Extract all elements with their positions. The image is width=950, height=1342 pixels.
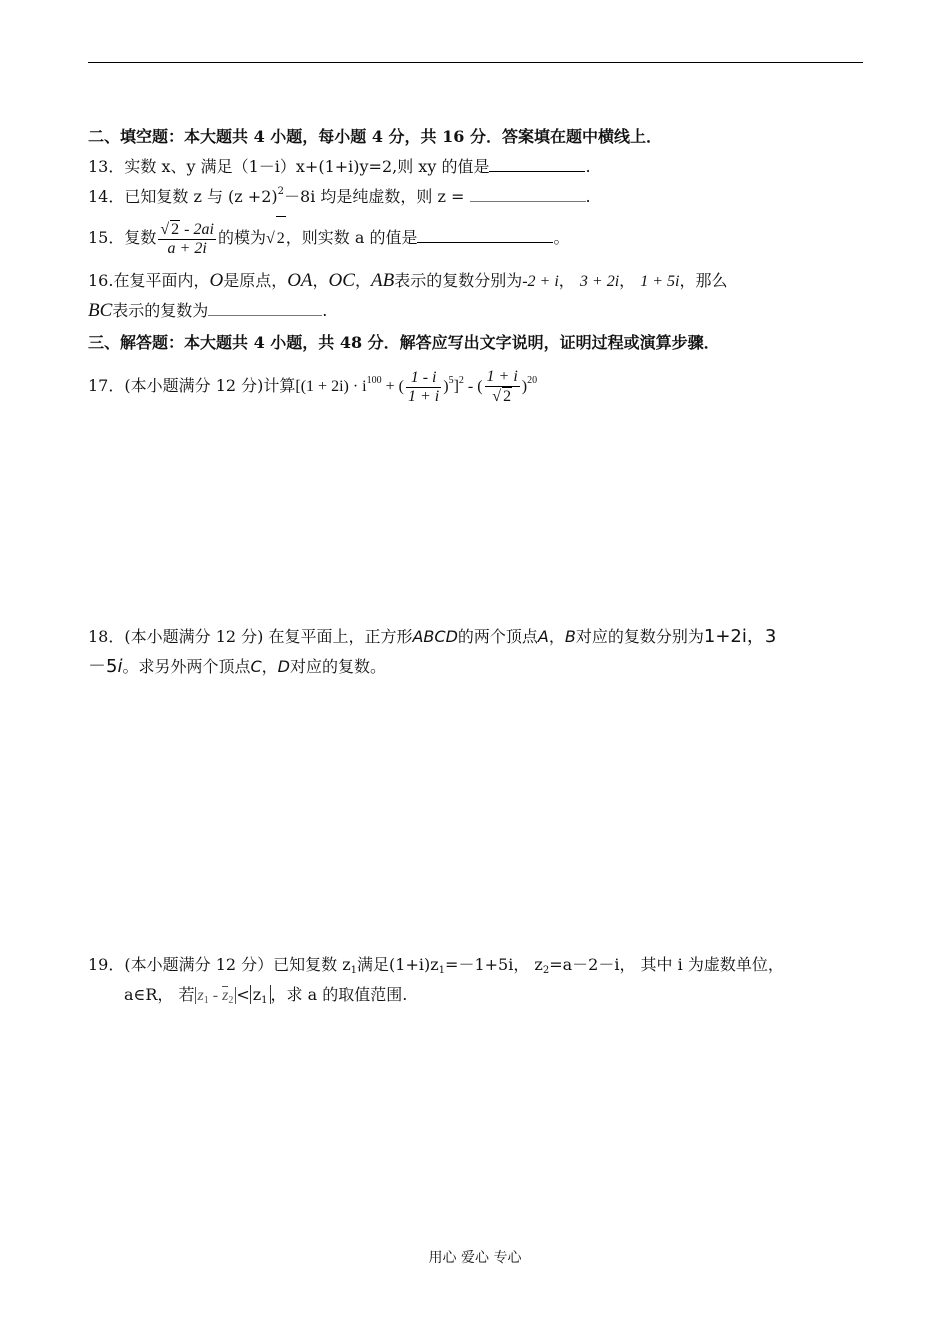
q15-answer-blank[interactable] [417,228,553,243]
q13-answer-blank[interactable] [489,157,585,172]
header-rule [88,62,863,63]
q16-vector-bc: BC [88,300,113,321]
q16-answer-blank[interactable] [208,301,322,316]
question-16-line-2: BC表示的复数为 . [88,300,328,321]
q19-abs-z1: $z_1$ [250,985,271,1004]
q16-value-2: 3 + 2i [579,273,620,290]
question-19-line-1: 19．(本小题满分 12 分）已知复数 $z_1$满足$(1+i)z_1=-1+5i$， $z_2=a-2-i$， 其中 i 为虚数单位， [88,955,784,976]
q16-vector-oa: OA [287,270,313,291]
question-15: 15．复数 $\frac{√ 2 - 2ai}{a + 2i}$ 的模为√ 2，则实数 a 的值是 。 [88,216,569,260]
q14-text: 14．已知复数 z 与 (z +2) [88,187,278,206]
q18-z1: 1+2i [703,626,747,647]
section-2-heading: 二、填空题：本大题共 4 小题，每小题 4 分，共 16 分．答案填在题中横线上． [88,127,662,146]
q16-vector-ab: AB [370,270,395,291]
q17-expression: [$(1 + 2i) \cdot i^{100}$ + ( $\frac{1 - i}{1 + i}$ )$^5$]$^2$ - ( $\frac{1 + i}{√ 2}$ )$^{20}$ [295,368,538,406]
question-17 [88,362,537,410]
q16-value-1: -2 + i [522,273,559,290]
page-footer: 用心 爱心 专心 [428,1250,522,1266]
section-3-heading: 三、解答题：本大题共 4 小题，共 48 分．解答应写出文字说明，证明过程或演算步骤． [88,333,720,352]
q19-abs-expression: $z_1 - z_2$ [195,987,237,1004]
q16-origin: O [209,270,224,291]
q16-value-3: 1 + 5i [640,273,680,290]
question-16-line-1: 16.在复平面内，O是原点，OA，OC，AB表示的复数分别为-2 + i， 3 + 2i， 1 + 5i，那么 [88,270,728,291]
question-19-line-2: a∈R， 若 $z_1 - z_2 < z_1$ ，求 a 的取值范围. [124,985,408,1006]
q15-sqrt: √ 2 [266,230,286,247]
question-13: 13．实数 x、y 满足（1－i）x+(1+i)y=2,则 xy 的值是 . [88,157,591,176]
question-14: 14．已知复数 z 与 $(z +2)^2-8i$ 均是纯虚数，则 z = . [88,186,591,206]
q16-vector-oc: OC [328,270,355,291]
q15-fraction: $\frac{√ 2 - 2ai}{a + 2i}$ [160,220,214,257]
q13-text: 13．实数 x、y 满足（1－i）x+(1+i)y=2,则 xy 的值是 [88,157,490,176]
q15-text: 15．复数 [88,228,157,247]
q17-text: 17．(本小题满分 12 分)计算 [88,376,296,395]
question-18-line-1: 18．(本小题满分 12 分) 在复平面上，正方形ABCD的两个顶点A，B对应的复数分别为1+2i，3 [88,626,777,647]
q14-answer-blank[interactable] [470,187,586,202]
question-18-line-2: －5i。求另外两个顶点C，D对应的复数。 [88,656,387,677]
